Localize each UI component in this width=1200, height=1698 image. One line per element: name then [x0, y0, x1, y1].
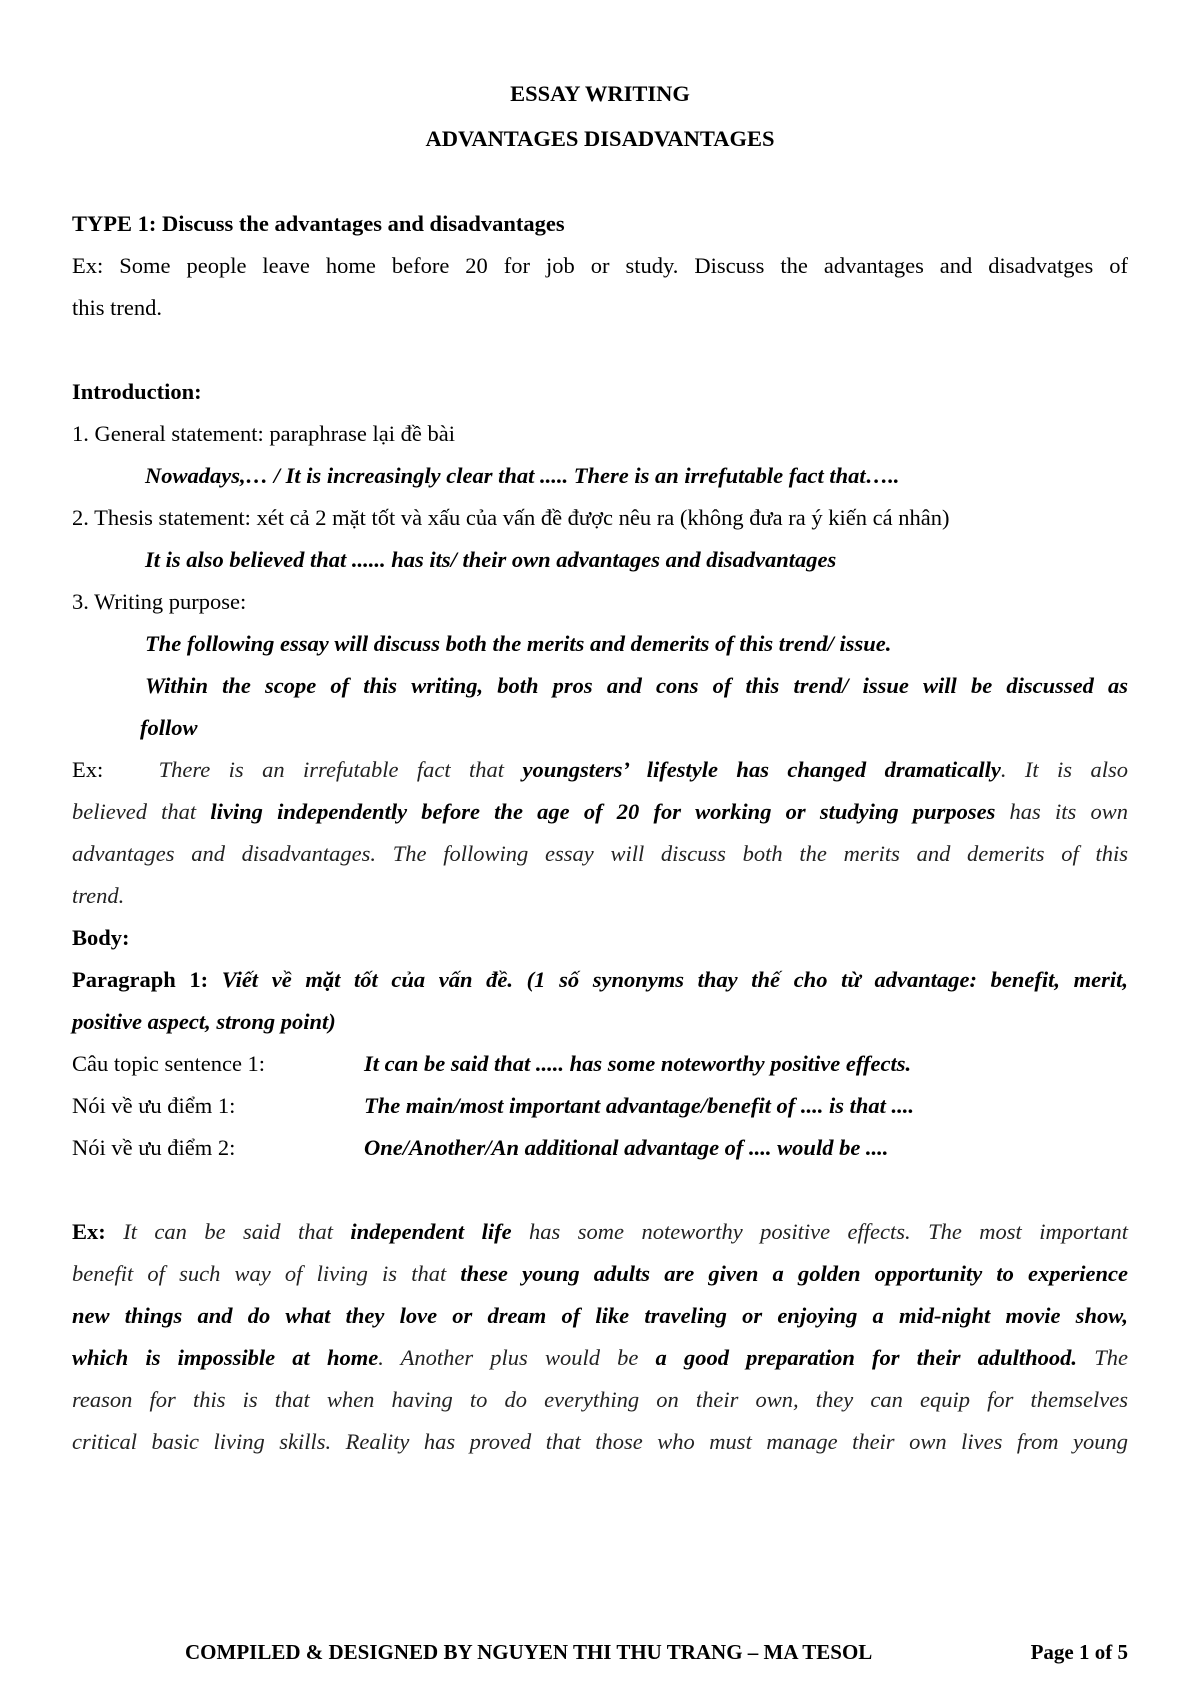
row-phrase: One/Another/An additional advantage of .... would be ....: [364, 1135, 889, 1160]
ex-text: benefit of such way of living is that: [72, 1261, 461, 1286]
intro-example-line1: [72, 755, 1128, 785]
ex-text: . Another plus would be: [378, 1345, 656, 1370]
ex-text: The: [1077, 1345, 1128, 1370]
intro-item-thesis-statement: 2. Thesis statement: xét cả 2 mặt tốt và xấu của vấn đề được nêu ra (không đưa ra ý kiến cá nhân): [72, 505, 950, 530]
ex-text: . It is also: [1000, 757, 1129, 782]
footer-credit: COMPILED & DESIGNED BY NGUYEN THI THU TRANG – MA TESOL: [185, 1640, 873, 1664]
type1-heading: TYPE 1: Discuss the advantages and disadvantages: [72, 211, 565, 236]
paragraph1-description: [72, 965, 1128, 995]
ex-text: has its own: [995, 799, 1128, 824]
ex-highlight: these young adults are given a golden opportunity to experience: [460, 1261, 1129, 1286]
page-number: Page 1 of 5: [1030, 1640, 1128, 1664]
ex-text: There is an irrefutable fact that: [158, 757, 523, 782]
body-example-line4: [72, 1343, 1128, 1373]
body-row-topic: [72, 1049, 1128, 1079]
ex-text: has some noteworthy positive effects. The most important: [511, 1219, 1129, 1244]
document-title: ESSAY WRITING: [510, 81, 690, 106]
paragraph1-desc-cont: positive aspect, strong point): [72, 1009, 336, 1034]
body-example-line1: [72, 1217, 1128, 1247]
ex-highlight: a good preparation for their adulthood.: [655, 1345, 1078, 1370]
paragraph1-label: Paragraph 1:: [72, 967, 222, 992]
ex-highlight: independent life: [350, 1219, 512, 1244]
row-label: Nói về ưu điểm 1:: [72, 1093, 236, 1118]
row-label: Nói về ưu điểm 2:: [72, 1135, 236, 1160]
intro-example-line2: [72, 797, 1128, 827]
row-label: Câu topic sentence 1:: [72, 1051, 266, 1076]
body-example-line5: reason for this is that when having to do everything on their own, they can equip for themselves: [72, 1387, 1128, 1412]
intro-phrase-purpose-2-cont: follow: [140, 715, 198, 740]
body-example-line3: new things and do what they love or dream of like traveling or enjoying a mid-night movie show,: [72, 1303, 1128, 1328]
ex-text: It can be said that: [123, 1219, 351, 1244]
row-phrase: It can be said that ..... has some noteworthy positive effects.: [364, 1051, 912, 1076]
body-row-advantage-1: [72, 1091, 1128, 1121]
ex-highlight: which is impossible at home: [72, 1345, 379, 1370]
intro-phrase-purpose-2: Within the scope of this writing, both pros and cons of this trend/ issue will be discussed as: [145, 673, 1128, 698]
ex-highlight: living independently before the age of 20 for working or studying purposes: [210, 799, 996, 824]
body-heading: Body:: [72, 925, 130, 950]
intro-example-line4: trend.: [72, 883, 125, 908]
intro-phrase-purpose-1: The following essay will discuss both the merits and demerits of this trend/ issue.: [145, 631, 892, 656]
intro-phrase-general: Nowadays,… / It is increasingly clear that ..... There is an irrefutable fact that…..: [145, 463, 900, 488]
body-example-line2: [72, 1259, 1128, 1289]
intro-phrase-thesis: It is also believed that ...... has its/ their own advantages and disadvantages: [145, 547, 837, 572]
body-example-line6: critical basic living skills. Reality has proved that those who must manage their own lives from young: [72, 1429, 1128, 1454]
introduction-heading: Introduction:: [72, 379, 202, 404]
type1-example-line1: Ex: Some people leave home before 20 for job or study. Discuss the advantages and disadvatges of: [72, 253, 1128, 278]
ex-text: believed that: [72, 799, 211, 824]
type1-example-line2: this trend.: [72, 295, 162, 320]
ex-label: Ex:: [72, 1219, 124, 1244]
intro-item-general-statement: 1. General statement: paraphrase lại đề bài: [72, 421, 455, 446]
row-phrase: The main/most important advantage/benefit of .... is that ....: [364, 1093, 915, 1118]
body-row-advantage-2: [72, 1133, 1128, 1163]
intro-example-line3: advantages and disadvantages. The following essay will discuss both the merits and demerits of this: [72, 841, 1128, 866]
ex-highlight: youngsters’ lifestyle has changed dramatically: [522, 757, 1001, 782]
intro-item-writing-purpose: 3. Writing purpose:: [72, 589, 247, 614]
paragraph1-desc: Viết về mặt tốt của vấn đề. (1 số synonyms thay thế cho từ advantage: benefit, merit,: [221, 967, 1128, 992]
document-subtitle: ADVANTAGES DISADVANTAGES: [425, 126, 775, 151]
ex-label: Ex:: [72, 757, 104, 782]
